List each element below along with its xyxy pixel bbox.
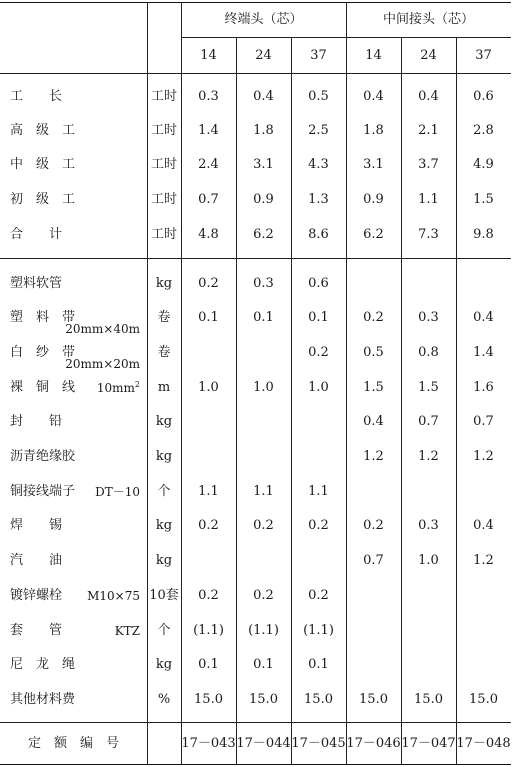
rule-col-1 (236, 37, 237, 764)
material-label: 铜接线端子 (10, 484, 76, 499)
labor-value: 1.8 (363, 123, 384, 138)
material-label: 封 铅 (10, 414, 63, 429)
material-spec-text: 20mm×40m (65, 322, 140, 336)
material-value: 0.2 (308, 518, 329, 533)
rule-header-bottom (0, 73, 511, 74)
labor-value: 8.6 (308, 227, 329, 242)
quota-code-3: 17－045 (291, 736, 346, 751)
header-core-5: 24 (420, 48, 437, 63)
material-value: 1.5 (418, 380, 439, 395)
labor-value: 3.1 (253, 157, 274, 172)
labor-value: 2.1 (418, 123, 439, 138)
labor-value: 4.9 (473, 157, 494, 172)
labor-value: 2.8 (473, 123, 494, 138)
quota-number-label: 定 额 编 号 (27, 736, 120, 751)
material-spec-superscript: 2 (134, 380, 140, 389)
material-unit: kg (155, 276, 173, 291)
labor-value: 9.8 (473, 227, 494, 242)
material-unit: kg (155, 449, 173, 464)
material-value: 0.3 (253, 276, 274, 291)
material-unit: kg (155, 553, 173, 568)
labor-unit: 工时 (150, 89, 178, 104)
labor-label: 合 计 (10, 227, 63, 242)
material-unit: m (157, 380, 171, 395)
labor-value: 0.7 (198, 192, 219, 207)
labor-value: 0.4 (253, 89, 274, 104)
material-value: (1.1) (193, 623, 224, 638)
rule-bottom (0, 764, 511, 765)
material-label: 塑 料 带 (10, 310, 76, 325)
material-label: 套 管 (10, 623, 63, 638)
labor-unit: 工时 (150, 157, 178, 172)
material-value: 0.1 (308, 657, 329, 672)
rule-col-2 (291, 37, 292, 764)
material-value: 1.0 (418, 553, 439, 568)
labor-value: 6.2 (363, 227, 384, 242)
material-label: 塑料软管 (10, 276, 63, 291)
material-label: 尼 龙 绳 (10, 657, 76, 672)
material-unit: 个 (157, 484, 171, 499)
header-core-1: 14 (200, 48, 217, 63)
material-value: 0.2 (198, 588, 219, 603)
labor-label: 中 级 工 (10, 157, 76, 172)
material-value: 15.0 (469, 692, 498, 707)
material-value: 0.2 (363, 310, 384, 325)
material-unit: kg (155, 657, 173, 672)
material-value: 15.0 (414, 692, 443, 707)
material-value: 15.0 (304, 692, 333, 707)
material-value: 1.1 (308, 484, 329, 499)
material-label: 其他材料费 (10, 692, 76, 707)
material-unit: 10套 (149, 588, 179, 603)
quota-code-6: 17－048 (456, 736, 511, 751)
material-spec (87, 589, 140, 603)
material-value: 0.4 (473, 518, 494, 533)
material-label: 裸 铜 线 (10, 380, 76, 395)
material-label: 镀锌螺栓 (10, 588, 63, 603)
rule-group-divider (346, 2, 347, 764)
material-spec (95, 485, 140, 499)
material-value: 1.0 (308, 380, 329, 395)
material-value: 1.0 (253, 380, 274, 395)
material-value: (1.1) (303, 623, 334, 638)
labor-value: 4.8 (198, 227, 219, 242)
labor-value: 0.9 (253, 192, 274, 207)
material-value: 1.2 (473, 553, 494, 568)
material-value: 1.2 (473, 449, 494, 464)
labor-value: 4.3 (308, 157, 329, 172)
material-unit: % (157, 692, 171, 707)
labor-value: 1.3 (308, 192, 329, 207)
material-spec-text: M10×75 (87, 589, 140, 603)
material-value: 1.6 (473, 380, 494, 395)
labor-value: 0.4 (363, 89, 384, 104)
rule-footer-top (0, 722, 511, 723)
header-core-4: 14 (365, 48, 382, 63)
material-unit: kg (155, 518, 173, 533)
material-label: 汽 油 (10, 553, 63, 568)
material-value: 0.1 (253, 657, 274, 672)
material-value: 15.0 (194, 692, 223, 707)
material-value: 15.0 (359, 692, 388, 707)
material-label: 焊 锡 (10, 518, 63, 533)
labor-value: 0.5 (308, 89, 329, 104)
labor-value: 1.8 (253, 123, 274, 138)
material-value: 0.7 (473, 414, 494, 429)
rule-label-col (147, 2, 148, 764)
material-value: 0.4 (473, 310, 494, 325)
material-spec (97, 381, 140, 395)
labor-value: 1.4 (198, 123, 219, 138)
material-value: 0.1 (198, 657, 219, 672)
rule-section-divider (0, 258, 511, 259)
material-spec-text: KTZ (114, 624, 140, 638)
rule-unit-col (181, 2, 182, 764)
labor-unit: 工时 (150, 123, 178, 138)
labor-value: 0.6 (473, 89, 494, 104)
material-spec-text: 10mm (96, 381, 135, 395)
rule-col-5 (456, 37, 457, 764)
material-value: 0.3 (418, 310, 439, 325)
labor-value: 2.5 (308, 123, 329, 138)
labor-value: 3.1 (363, 157, 384, 172)
header-core-3: 37 (310, 48, 327, 63)
labor-value: 1.1 (418, 192, 439, 207)
material-value: 0.7 (363, 553, 384, 568)
material-value: 1.2 (418, 449, 439, 464)
labor-value: 7.3 (418, 227, 439, 242)
material-value: 0.2 (198, 276, 219, 291)
material-value: 0.2 (308, 588, 329, 603)
material-spec-text: DT－10 (95, 485, 140, 499)
material-value: 1.1 (253, 484, 274, 499)
material-value: 0.2 (363, 518, 384, 533)
material-value: 0.2 (198, 518, 219, 533)
header-joint-group: 中间接头（芯） (382, 12, 475, 27)
material-value: 0.7 (418, 414, 439, 429)
header-core-2: 24 (255, 48, 272, 63)
material-spec (65, 322, 140, 336)
material-value: 0.8 (418, 345, 439, 360)
material-unit: 卷 (157, 345, 171, 360)
material-value: 1.2 (363, 449, 384, 464)
labor-unit: 工时 (150, 227, 178, 242)
header-core-6: 37 (475, 48, 492, 63)
material-value: 0.6 (308, 276, 329, 291)
material-value: 15.0 (249, 692, 278, 707)
labor-value: 6.2 (253, 227, 274, 242)
material-value: 0.4 (363, 414, 384, 429)
header-terminal-group: 终端头（芯） (224, 12, 303, 27)
material-spec (65, 357, 140, 371)
material-value: 0.2 (253, 588, 274, 603)
material-unit: 个 (157, 623, 171, 638)
material-value: 0.1 (253, 310, 274, 325)
material-spec-text: 20mm×20m (65, 357, 140, 371)
material-spec (115, 624, 140, 638)
labor-value: 1.5 (473, 192, 494, 207)
rule-top (0, 2, 511, 3)
labor-value: 0.4 (418, 89, 439, 104)
material-value: 0.2 (253, 518, 274, 533)
material-value: 0.2 (308, 345, 329, 360)
quota-code-2: 17－044 (236, 736, 291, 751)
labor-label: 初 级 工 (10, 192, 76, 207)
material-unit: 卷 (157, 310, 171, 325)
material-value: 1.4 (473, 345, 494, 360)
labor-value: 2.4 (198, 157, 219, 172)
labor-unit: 工时 (150, 192, 178, 207)
labor-label: 高 级 工 (10, 123, 76, 138)
rule-col-4 (401, 37, 402, 764)
material-value: 0.1 (308, 310, 329, 325)
material-value: 0.3 (418, 518, 439, 533)
material-label: 沥青绝缘胶 (10, 449, 76, 464)
labor-value: 0.3 (198, 89, 219, 104)
material-value: 1.1 (198, 484, 219, 499)
material-value: (1.1) (248, 623, 279, 638)
quota-code-5: 17－047 (401, 736, 456, 751)
material-label: 白 纱 带 (10, 345, 76, 360)
material-value: 1.0 (198, 380, 219, 395)
labor-value: 0.9 (363, 192, 384, 207)
material-unit: kg (155, 414, 173, 429)
quota-code-4: 17－046 (346, 736, 401, 751)
labor-label: 工 长 (10, 89, 63, 104)
labor-value: 3.7 (418, 157, 439, 172)
material-value: 0.5 (363, 345, 384, 360)
material-value: 0.1 (198, 310, 219, 325)
material-value: 1.5 (363, 380, 384, 395)
quota-code-1: 17－043 (181, 736, 236, 751)
